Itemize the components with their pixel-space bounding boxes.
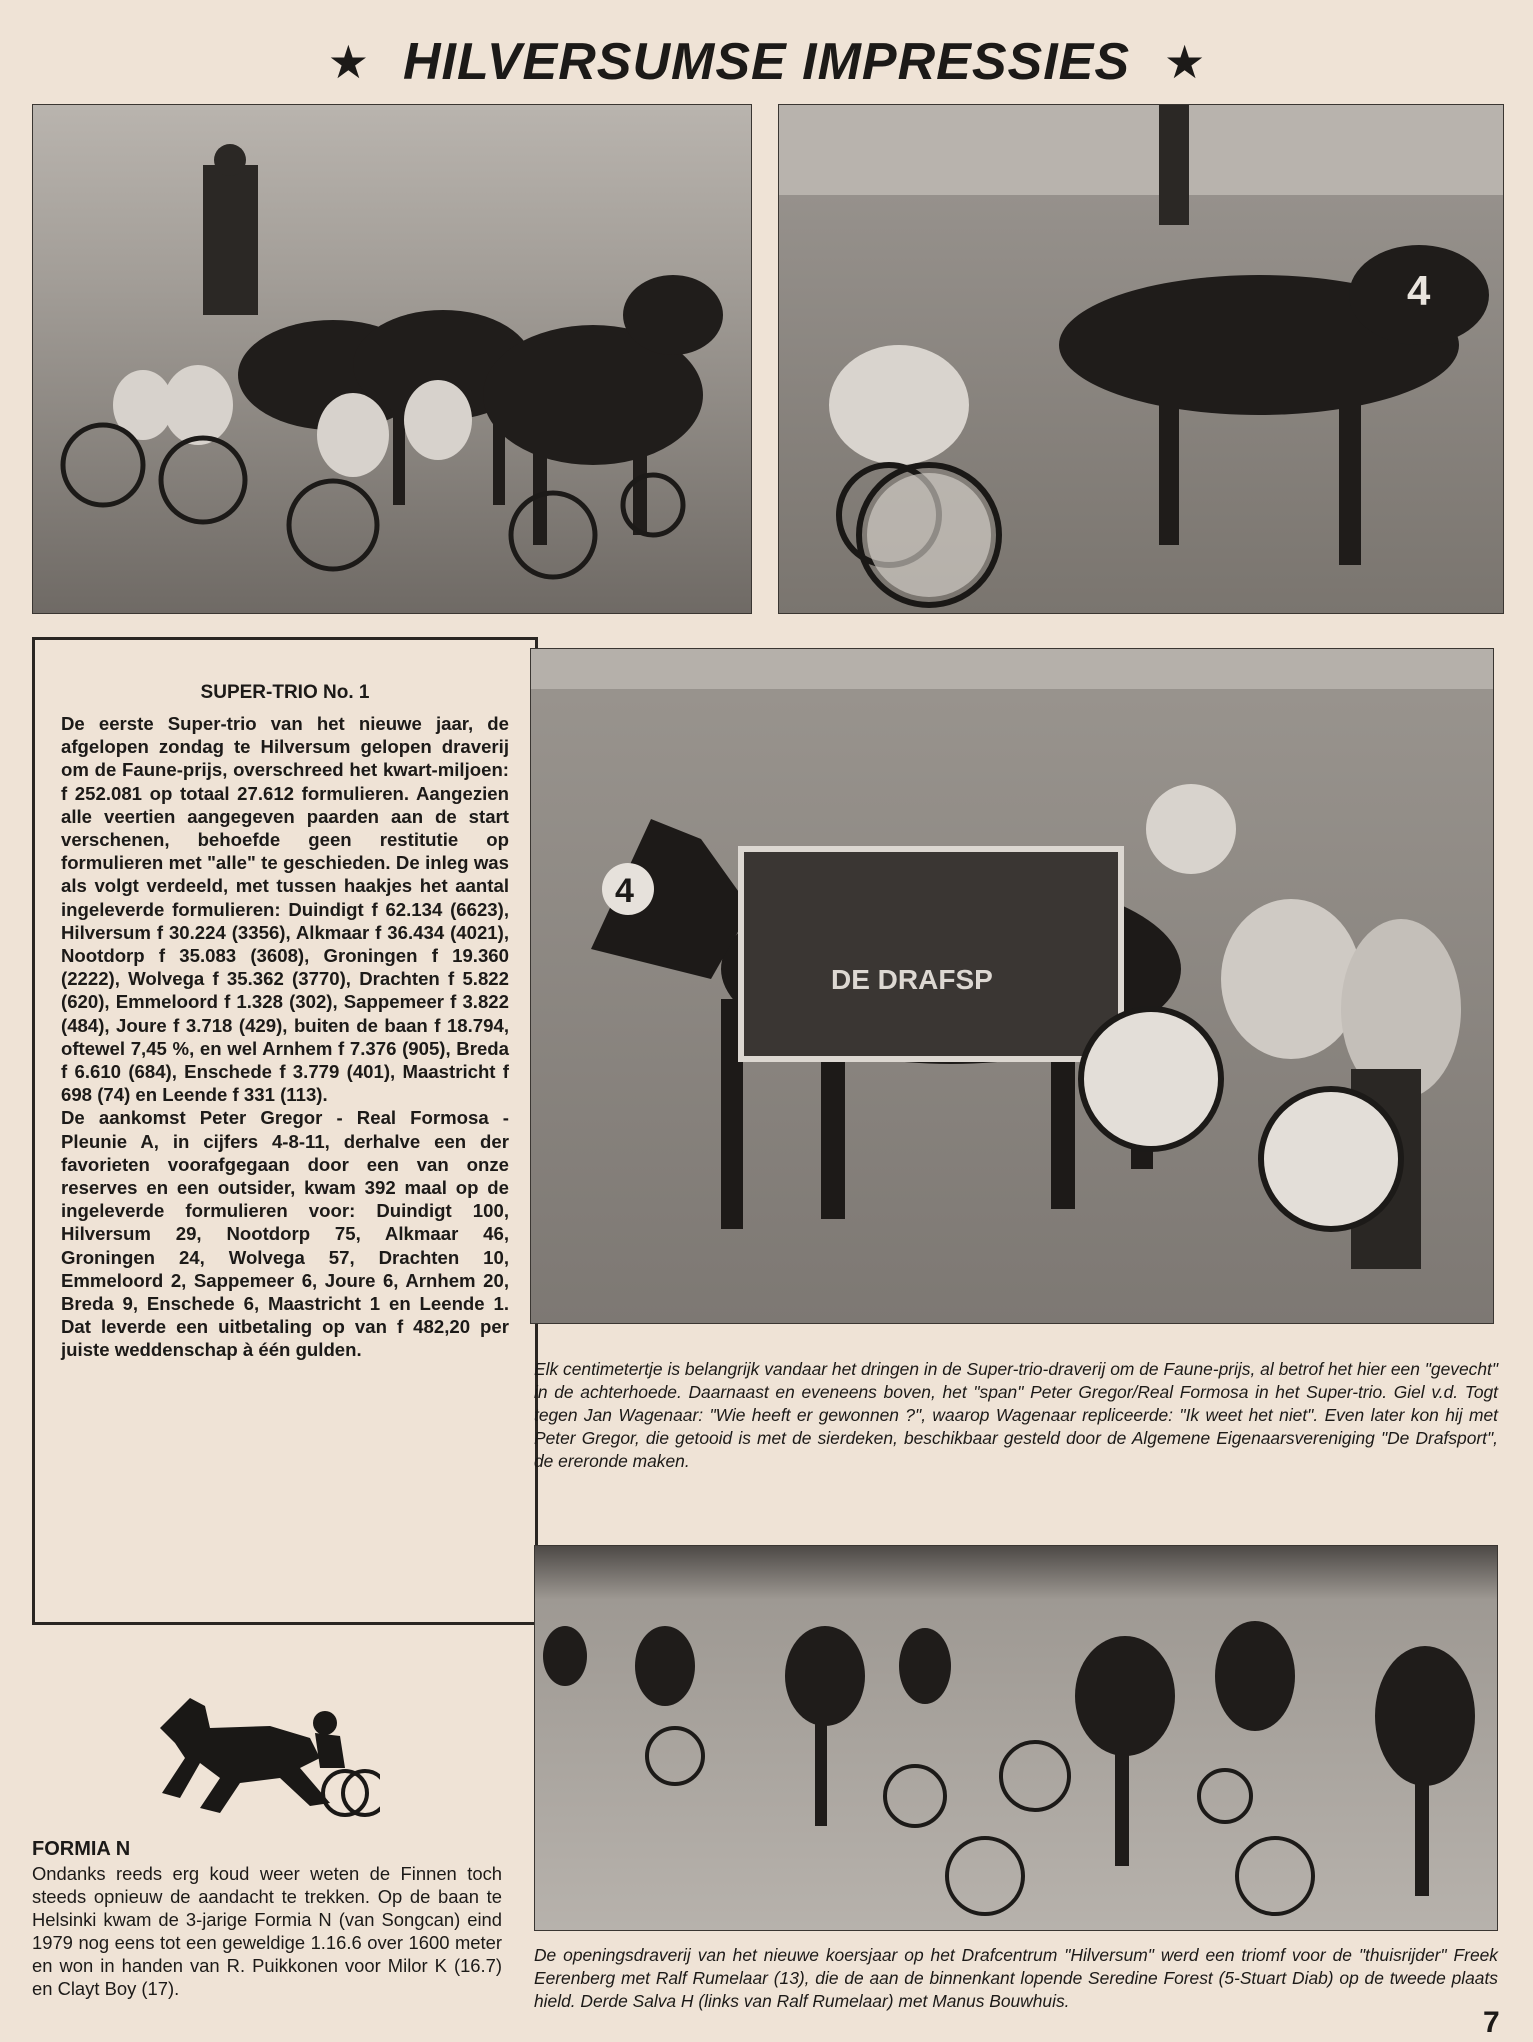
photo-race-start <box>32 104 752 614</box>
caption-opening-race: De openingsdraverij van het nieuwe koersjaar op het Drafcentrum "Hilversum" werd een triomf voor de "thuisrijder" Freek Eerenberg met Ralf Rumelaar (13), die de aan de binnenkant lopende Seredine Forest (5-Stuart Diab) op de tweede plaats hield. Derde Salva H (links van Ralf Rumelaar) met Manus Bouwhuis. <box>534 1945 1498 2011</box>
opening-race-photo <box>535 1546 1497 1930</box>
trotter-sulky-silhouette-icon <box>150 1688 380 1818</box>
formia-body: Ondanks reeds erg koud weer weten de Finnen toch steeds opnieuw de aandacht te trekken. Op de baan te Helsinki kwam de 3-jarige Formia N (van Songcan) eind 1979 nog eens tot een geweldige 1.16.6 over 1600 meter en won in handen van R. Puikkonen voor Milor K (16.7) en Clayt Boy (17). <box>32 1863 502 1999</box>
harness-race-start-photo <box>33 105 751 613</box>
photo-winner-honour-lap <box>530 648 1494 1324</box>
page-number: 7 <box>1483 2006 1500 2039</box>
super-trio-paragraph: De eerste Super-trio van het nieuwe jaar, de afgelopen zondag te Hilversum gelopen draverij om de Faune-prijs, overschreed het kwart-miljoen: f 252.081 op totaal 27.612 formulieren. Aangezien alle veertien aangegeven paarden aan de start verschenen, behoefde geen restitutie op formulieren met "alle" te geschieden. De inleg was als volgt verdeeld, met tussen haakjes het aantal ingeleverde formulieren: Duindigt f 62.134 (6623), Hilversum f 30.224 (3356), Alkmaar f 36.434 (4021), Nootdorp f 35.083 (3608), Groningen f 19.360 (2222), Wolvega f 35.362 (3770), Drachten f 5.822 (620), Emmeloord f 1.328 (302), Sappemeer f 3.822 (484), Joure f 3.718 (429), buiten de baan f 18.794, oftewel 7,45 %, en wel Arnhem f 7.376 (905), Breda f 6.610 (684), Enschede f 3.779 (401), Maastricht f 698 (74) en Leende f 331 (113). <box>61 713 509 1106</box>
super-trio-title: SUPER-TRIO No. 1 <box>200 682 370 703</box>
svg-text:4: 4 <box>615 872 634 910</box>
super-trio-box <box>32 637 538 1625</box>
star-left-icon: ★ <box>327 36 369 88</box>
page-title: HILVERSUMSE IMPRESSIES <box>402 33 1131 91</box>
caption-winner-photo: Elk centimetertje is belangrijk vandaar het dringen in de Super-trio-draverij om de Faune-prijs, al betrof het hier een "gevecht" in de achterhoede. Daarnaast en eveneens boven, het "span" Peter Gregor/Real Formosa in het Super-trio. Giel v.d. Togt tegen Jan Wagenaar: "Wie heeft er gewonnen ?", waarop Wagenaar repliceerde: "Ik weet het niet". Even later kon hij met Peter Gregor, die getooid is met de sierdeken, beschikbaar gesteld door de Algemene Eigenaarsvereniging "De Drafsport", de ereronde maken. <box>534 1359 1498 1471</box>
svg-text:DE DRAFSP: DE DRAFSP <box>831 964 993 995</box>
formia-title: FORMIA N <box>32 1838 131 1860</box>
svg-text:4: 4 <box>1407 267 1431 314</box>
page-header <box>0 22 1533 102</box>
photo-race-finish <box>778 104 1504 614</box>
harness-race-finish-photo <box>779 105 1503 613</box>
super-trio-paragraph: De aankomst Peter Gregor - Real Formosa - Pleunie A, in cijfers 4-8-11, derhalve een der favorieten voorafgegaan door een van onze reserves en een outsider, kwam 392 maal op de ingeleverde formulieren voor: Duindigt 100, Hilversum 29, Nootdorp 75, Alkmaar 46, Groningen 24, Wolvega 57, Drachten 10, Emmeloord 2, Sappemeer 6, Joure 6, Arnhem 20, Breda 9, Enschede 6, Maastricht 1 en Leende 1. Dat leverde een uitbetaling op van f 482,20 per juiste weddenschap à één gulden. <box>61 1107 509 1361</box>
super-trio-body <box>61 712 509 1362</box>
photo-opening-race <box>534 1545 1498 1931</box>
winner-honour-lap-photo <box>531 649 1493 1323</box>
star-right-icon: ★ <box>1164 36 1206 88</box>
